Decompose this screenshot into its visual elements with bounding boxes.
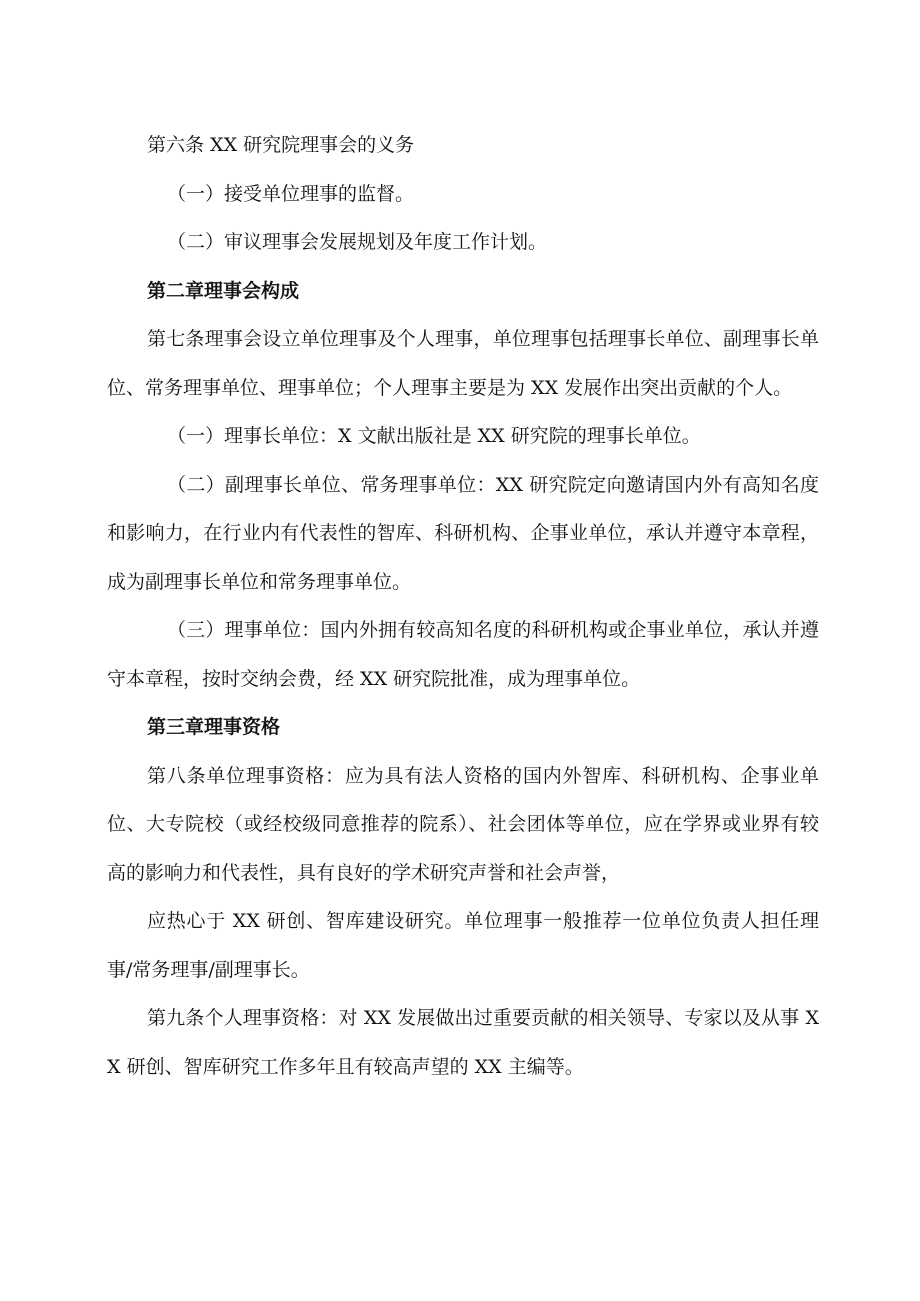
article-7-item-2: （二）副理事长单位、常务理事单位：XX 研究院定向邀请国内外有高知名度和影响力，在行业内有代表性的智库、科研机构、企事业单位，承认并遵守本章程，成为副理事长单位和常务理事单位。 (107, 473, 819, 593)
article-6-item-2: （二）审议理事会发展规划及年度工作计划。 (167, 231, 548, 253)
article-7-paragraph: 第七条理事会设立单位理事及个人理事，单位理事包括理事长单位、副理事长单位、常务理事单位、理事单位；个人理事主要是为 XX 发展作出突出贡献的个人。 (107, 328, 819, 399)
article-7-item-3: （三）理事单位：国内外拥有较高知名度的科研机构或企事业单位，承认并遵守本章程，按时交纳会费，经 XX 研究院批准，成为理事单位。 (107, 619, 819, 690)
article-9-paragraph: 第九条个人理事资格：对 XX 发展做出过重要贡献的相关领导、专家以及从事 XX 研创、智库研究工作多年且有较高声望的 XX 主编等。 (107, 1007, 819, 1078)
article-7-item-1: （一）理事长单位：X 文献出版社是 XX 研究院的理事长单位。 (167, 425, 701, 447)
article-6-title: 第六条 XX 研究院理事会的义务 (147, 134, 415, 156)
article-8-continuation: 应热心于 XX 研创、智库建设研究。单位理事一般推荐一位单位负责人担任理事/常务理事/副理事长。 (107, 910, 819, 981)
chapter-3-heading: 第三章理事资格 (147, 716, 281, 738)
document-body (107, 121, 819, 1091)
article-6-item-1: （一）接受单位理事的监督。 (167, 182, 415, 205)
article-8-paragraph: 第八条单位理事资格：应为具有法人资格的国内外智库、科研机构、企事业单位、大专院校（或经校级同意推荐的院系）、社会团体等单位，应在学界或业界有较高的影响力和代表性，具有良好的学术研究声誉和社会声誉， (107, 764, 819, 884)
chapter-2-heading: 第二章理事会构成 (147, 279, 300, 302)
